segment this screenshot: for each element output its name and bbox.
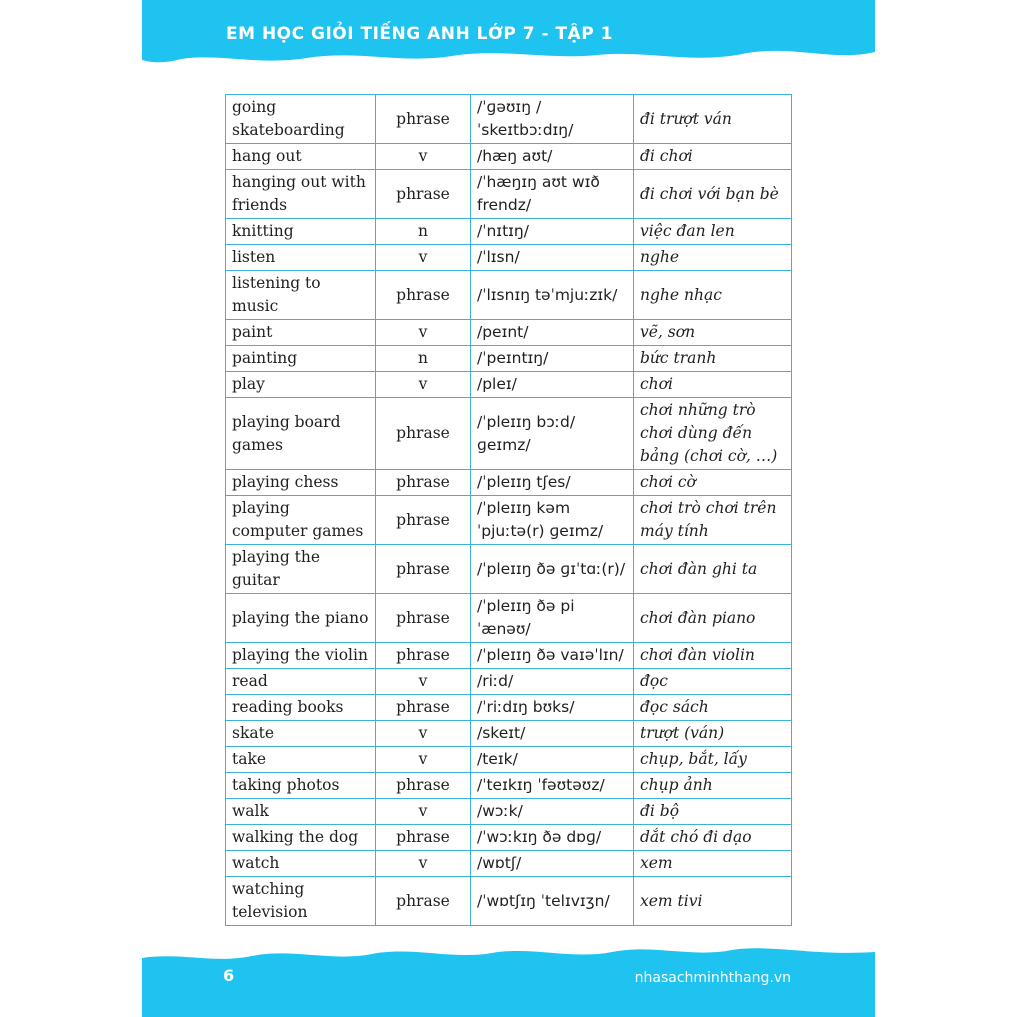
ipa-cell: /peɪnt/ <box>471 320 634 346</box>
table-row <box>226 95 792 144</box>
word-cell: skate <box>226 721 376 747</box>
header-wave <box>142 0 875 90</box>
word-cell: playing chess <box>226 470 376 496</box>
table-row <box>226 669 792 695</box>
ipa-cell: /ˈpleɪɪŋ ðə vaɪəˈlɪn/ <box>471 643 634 669</box>
table-row <box>226 545 792 594</box>
meaning-cell: chụp, bắt, lấy <box>634 747 792 773</box>
meaning-cell: dắt chó đi dạo <box>634 825 792 851</box>
page-number: 6 <box>223 966 235 985</box>
table-row <box>226 470 792 496</box>
type-cell: v <box>376 799 471 825</box>
table-row <box>226 170 792 219</box>
word-cell: knitting <box>226 219 376 245</box>
meaning-cell: nghe nhạc <box>634 271 792 320</box>
ipa-cell: /ˈpleɪɪŋ bɔːd/ ɡeɪmz/ <box>471 398 634 470</box>
meaning-cell: xem <box>634 851 792 877</box>
meaning-cell: nghe <box>634 245 792 271</box>
meaning-cell: việc đan len <box>634 219 792 245</box>
meaning-cell: đi chơi với bạn bè <box>634 170 792 219</box>
table-row <box>226 219 792 245</box>
table-row <box>226 851 792 877</box>
meaning-cell: chơi trò chơi trên máy tính <box>634 496 792 545</box>
type-cell: phrase <box>376 825 471 851</box>
word-cell: take <box>226 747 376 773</box>
table-row <box>226 144 792 170</box>
word-cell: playing the piano <box>226 594 376 643</box>
meaning-cell: chụp ảnh <box>634 773 792 799</box>
table-row <box>226 695 792 721</box>
ipa-cell: /ˈpleɪɪŋ ðə ɡɪˈtɑː(r)/ <box>471 545 634 594</box>
table-row <box>226 372 792 398</box>
table-row <box>226 825 792 851</box>
table-row <box>226 320 792 346</box>
type-cell: phrase <box>376 773 471 799</box>
type-cell: phrase <box>376 170 471 219</box>
ipa-cell: /pleɪ/ <box>471 372 634 398</box>
type-cell: v <box>376 320 471 346</box>
type-cell: phrase <box>376 545 471 594</box>
word-cell: hang out <box>226 144 376 170</box>
table-row <box>226 721 792 747</box>
ipa-cell: /wɒtʃ/ <box>471 851 634 877</box>
type-cell: v <box>376 851 471 877</box>
word-cell: hanging out with friends <box>226 170 376 219</box>
word-cell: taking photos <box>226 773 376 799</box>
meaning-cell: đọc <box>634 669 792 695</box>
meaning-cell: vẽ, sơn <box>634 320 792 346</box>
word-cell: playing board games <box>226 398 376 470</box>
table-row <box>226 877 792 926</box>
book-page <box>142 0 875 1017</box>
page-footer <box>142 938 875 1017</box>
type-cell: v <box>376 144 471 170</box>
ipa-cell: /riːd/ <box>471 669 634 695</box>
meaning-cell: bức tranh <box>634 346 792 372</box>
table-row <box>226 594 792 643</box>
ipa-cell: /wɔːk/ <box>471 799 634 825</box>
ipa-cell: /ˈɡəʊɪŋ / ˈskeɪtbɔːdɪŋ/ <box>471 95 634 144</box>
type-cell: v <box>376 245 471 271</box>
ipa-cell: /ˈteɪkɪŋ ˈfəʊtəʊz/ <box>471 773 634 799</box>
word-cell: playing the violin <box>226 643 376 669</box>
word-cell: playing computer games <box>226 496 376 545</box>
table-row <box>226 346 792 372</box>
meaning-cell: chơi <box>634 372 792 398</box>
ipa-cell: /skeɪt/ <box>471 721 634 747</box>
word-cell: listening to music <box>226 271 376 320</box>
ipa-cell: /hæŋ aʊt/ <box>471 144 634 170</box>
type-cell: phrase <box>376 398 471 470</box>
meaning-cell: đọc sách <box>634 695 792 721</box>
word-cell: walking the dog <box>226 825 376 851</box>
ipa-cell: /ˈlɪsn/ <box>471 245 634 271</box>
word-cell: playing the guitar <box>226 545 376 594</box>
ipa-cell: /ˈpeɪntɪŋ/ <box>471 346 634 372</box>
table-row <box>226 643 792 669</box>
ipa-cell: /teɪk/ <box>471 747 634 773</box>
meaning-cell: chơi đàn piano <box>634 594 792 643</box>
type-cell: phrase <box>376 496 471 545</box>
book-title: EM HỌC GIỎI TIẾNG ANH LỚP 7 - TẬP 1 <box>226 24 613 44</box>
table-row <box>226 496 792 545</box>
table-row <box>226 747 792 773</box>
word-cell: listen <box>226 245 376 271</box>
word-cell: paint <box>226 320 376 346</box>
type-cell: phrase <box>376 470 471 496</box>
word-cell: reading books <box>226 695 376 721</box>
type-cell: v <box>376 747 471 773</box>
table-row <box>226 398 792 470</box>
meaning-cell: đi trượt ván <box>634 95 792 144</box>
type-cell: n <box>376 346 471 372</box>
type-cell: phrase <box>376 877 471 926</box>
word-cell: watching television <box>226 877 376 926</box>
word-cell: watch <box>226 851 376 877</box>
table-row <box>226 245 792 271</box>
type-cell: phrase <box>376 695 471 721</box>
type-cell: phrase <box>376 594 471 643</box>
ipa-cell: /ˈnɪtɪŋ/ <box>471 219 634 245</box>
meaning-cell: chơi đàn ghi ta <box>634 545 792 594</box>
word-cell: read <box>226 669 376 695</box>
ipa-cell: /ˈpleɪɪŋ kəmˈpjuːtə(r) ɡeɪmz/ <box>471 496 634 545</box>
meaning-cell: chơi đàn violin <box>634 643 792 669</box>
type-cell: phrase <box>376 271 471 320</box>
type-cell: v <box>376 721 471 747</box>
ipa-cell: /ˈlɪsnɪŋ təˈmjuːzɪk/ <box>471 271 634 320</box>
table-row <box>226 271 792 320</box>
type-cell: n <box>376 219 471 245</box>
page-header <box>142 0 875 90</box>
word-cell: walk <box>226 799 376 825</box>
type-cell: v <box>376 669 471 695</box>
meaning-cell: xem tivi <box>634 877 792 926</box>
table-row <box>226 799 792 825</box>
vocabulary-table <box>225 94 792 926</box>
meaning-cell: đi bộ <box>634 799 792 825</box>
ipa-cell: /ˈwɔːkɪŋ ðə dɒɡ/ <box>471 825 634 851</box>
type-cell: phrase <box>376 95 471 144</box>
ipa-cell: /ˈwɒtʃɪŋ ˈtelɪvɪʒn/ <box>471 877 634 926</box>
word-cell: painting <box>226 346 376 372</box>
publisher-website: nhasachminhthang.vn <box>634 970 791 986</box>
ipa-cell: /ˈriːdɪŋ bʊks/ <box>471 695 634 721</box>
table-row <box>226 773 792 799</box>
meaning-cell: trượt (ván) <box>634 721 792 747</box>
ipa-cell: /ˈpleɪɪŋ ðə piˈænəʊ/ <box>471 594 634 643</box>
meaning-cell: đi chơi <box>634 144 792 170</box>
ipa-cell: /ˈpleɪɪŋ tʃes/ <box>471 470 634 496</box>
word-cell: play <box>226 372 376 398</box>
word-cell: going skateboarding <box>226 95 376 144</box>
meaning-cell: chơi cờ <box>634 470 792 496</box>
meaning-cell: chơi những trò chơi dùng đến bảng (chơi cờ, …) <box>634 398 792 470</box>
type-cell: v <box>376 372 471 398</box>
ipa-cell: /ˈhæŋɪŋ aʊt wɪð frendz/ <box>471 170 634 219</box>
type-cell: phrase <box>376 643 471 669</box>
